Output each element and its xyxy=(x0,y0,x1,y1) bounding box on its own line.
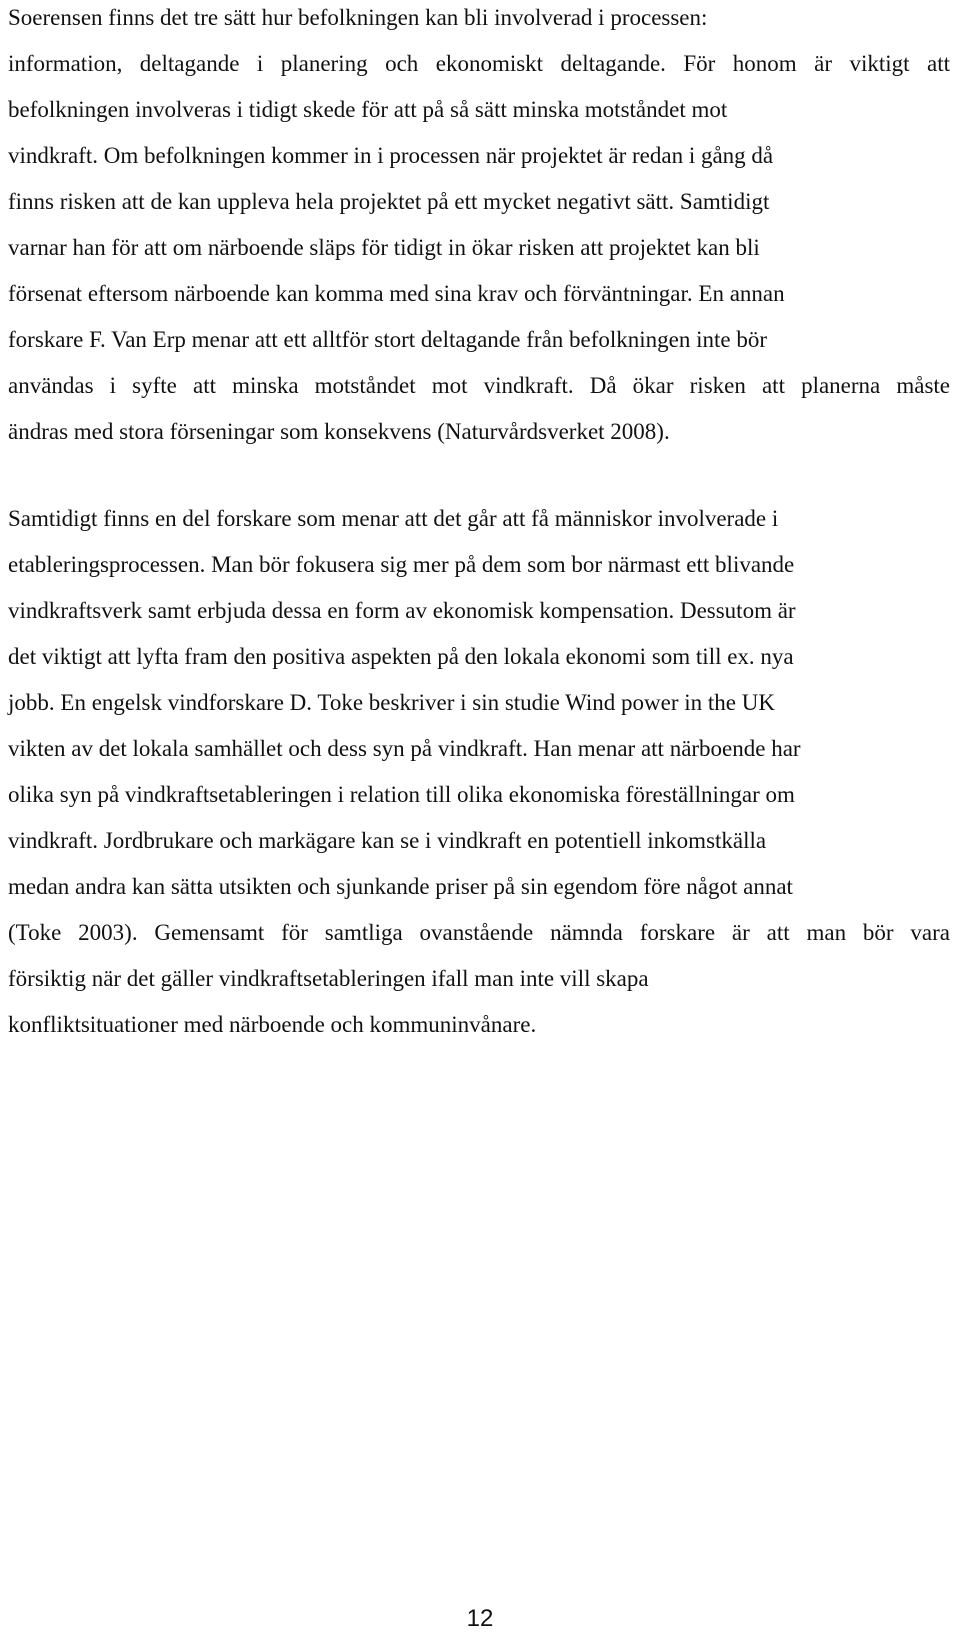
paragraph-line: (Toke 2003). Gemensamt för samtliga ovanstående nämnda forskare är att man bör vara xyxy=(8,920,950,945)
paragraph-line: olika syn på vindkraftsetableringen i relation till olika ekonomiska föreställningar om xyxy=(8,782,795,807)
paragraph-line: forskare F. Van Erp menar att ett alltför stort deltagande från befolkningen inte bör xyxy=(8,327,768,352)
paragraph-line: Samtidigt finns en del forskare som menar att det går att få människor involverade i xyxy=(8,506,779,531)
paragraph-2 xyxy=(8,496,950,1048)
paragraph-line: vindkraft. Jordbrukare och markägare kan se i vindkraft en potentiell inkomstkälla xyxy=(8,828,767,853)
paragraph-line: användas i syfte att minska motståndet mot vindkraft. Då ökar risken att planerna måste xyxy=(8,373,950,398)
paragraph-line: information, deltagande i planering och ekonomiskt deltagande. För honom är viktigt att xyxy=(8,51,950,76)
paragraph-line: befolkningen involveras i tidigt skede för att på så sätt minska motståndet mot xyxy=(8,97,728,122)
paragraph-line: vindkraftsverk samt erbjuda dessa en form av ekonomisk kompensation. Dessutom är xyxy=(8,598,796,623)
paragraph-line: jobb. En engelsk vindforskare D. Toke beskriver i sin studie Wind power in the UK xyxy=(8,690,775,715)
paragraph-1 xyxy=(8,0,950,455)
paragraph-line: varnar han för att om närboende släps för tidigt in ökar risken att projektet kan bli xyxy=(8,235,760,260)
page-number: 12 xyxy=(466,1605,494,1632)
paragraph-line: Soerensen finns det tre sätt hur befolkningen kan bli involverad i processen: xyxy=(8,5,708,30)
paragraph-line: medan andra kan sätta utsikten och sjunkande priser på sin egendom före något annat xyxy=(8,874,793,899)
paragraph-line: ändras med stora förseningar som konsekvens (Naturvårdsverket 2008). xyxy=(8,419,670,444)
paragraph-line: etableringsprocessen. Man bör fokusera sig mer på dem som bor närmast ett blivande xyxy=(8,552,795,577)
paragraph-line: försiktig när det gäller vindkraftsetableringen ifall man inte vill skapa xyxy=(8,966,649,991)
paragraph-line: finns risken att de kan uppleva hela projektet på ett mycket negativt sätt. Samtidigt xyxy=(8,189,770,214)
paragraph-line: konfliktsituationer med närboende och kommuninvånare. xyxy=(8,1012,537,1037)
paragraph-line: det viktigt att lyfta fram den positiva aspekten på den lokala ekonomi som till ex. nya xyxy=(8,644,794,669)
paragraph-line: vikten av det lokala samhället och dess syn på vindkraft. Han menar att närboende har xyxy=(8,736,801,761)
paragraph-line: vindkraft. Om befolkningen kommer in i processen när projektet är redan i gång då xyxy=(8,143,774,168)
paragraph-line: försenat eftersom närboende kan komma med sina krav och förväntningar. En annan xyxy=(8,281,785,306)
